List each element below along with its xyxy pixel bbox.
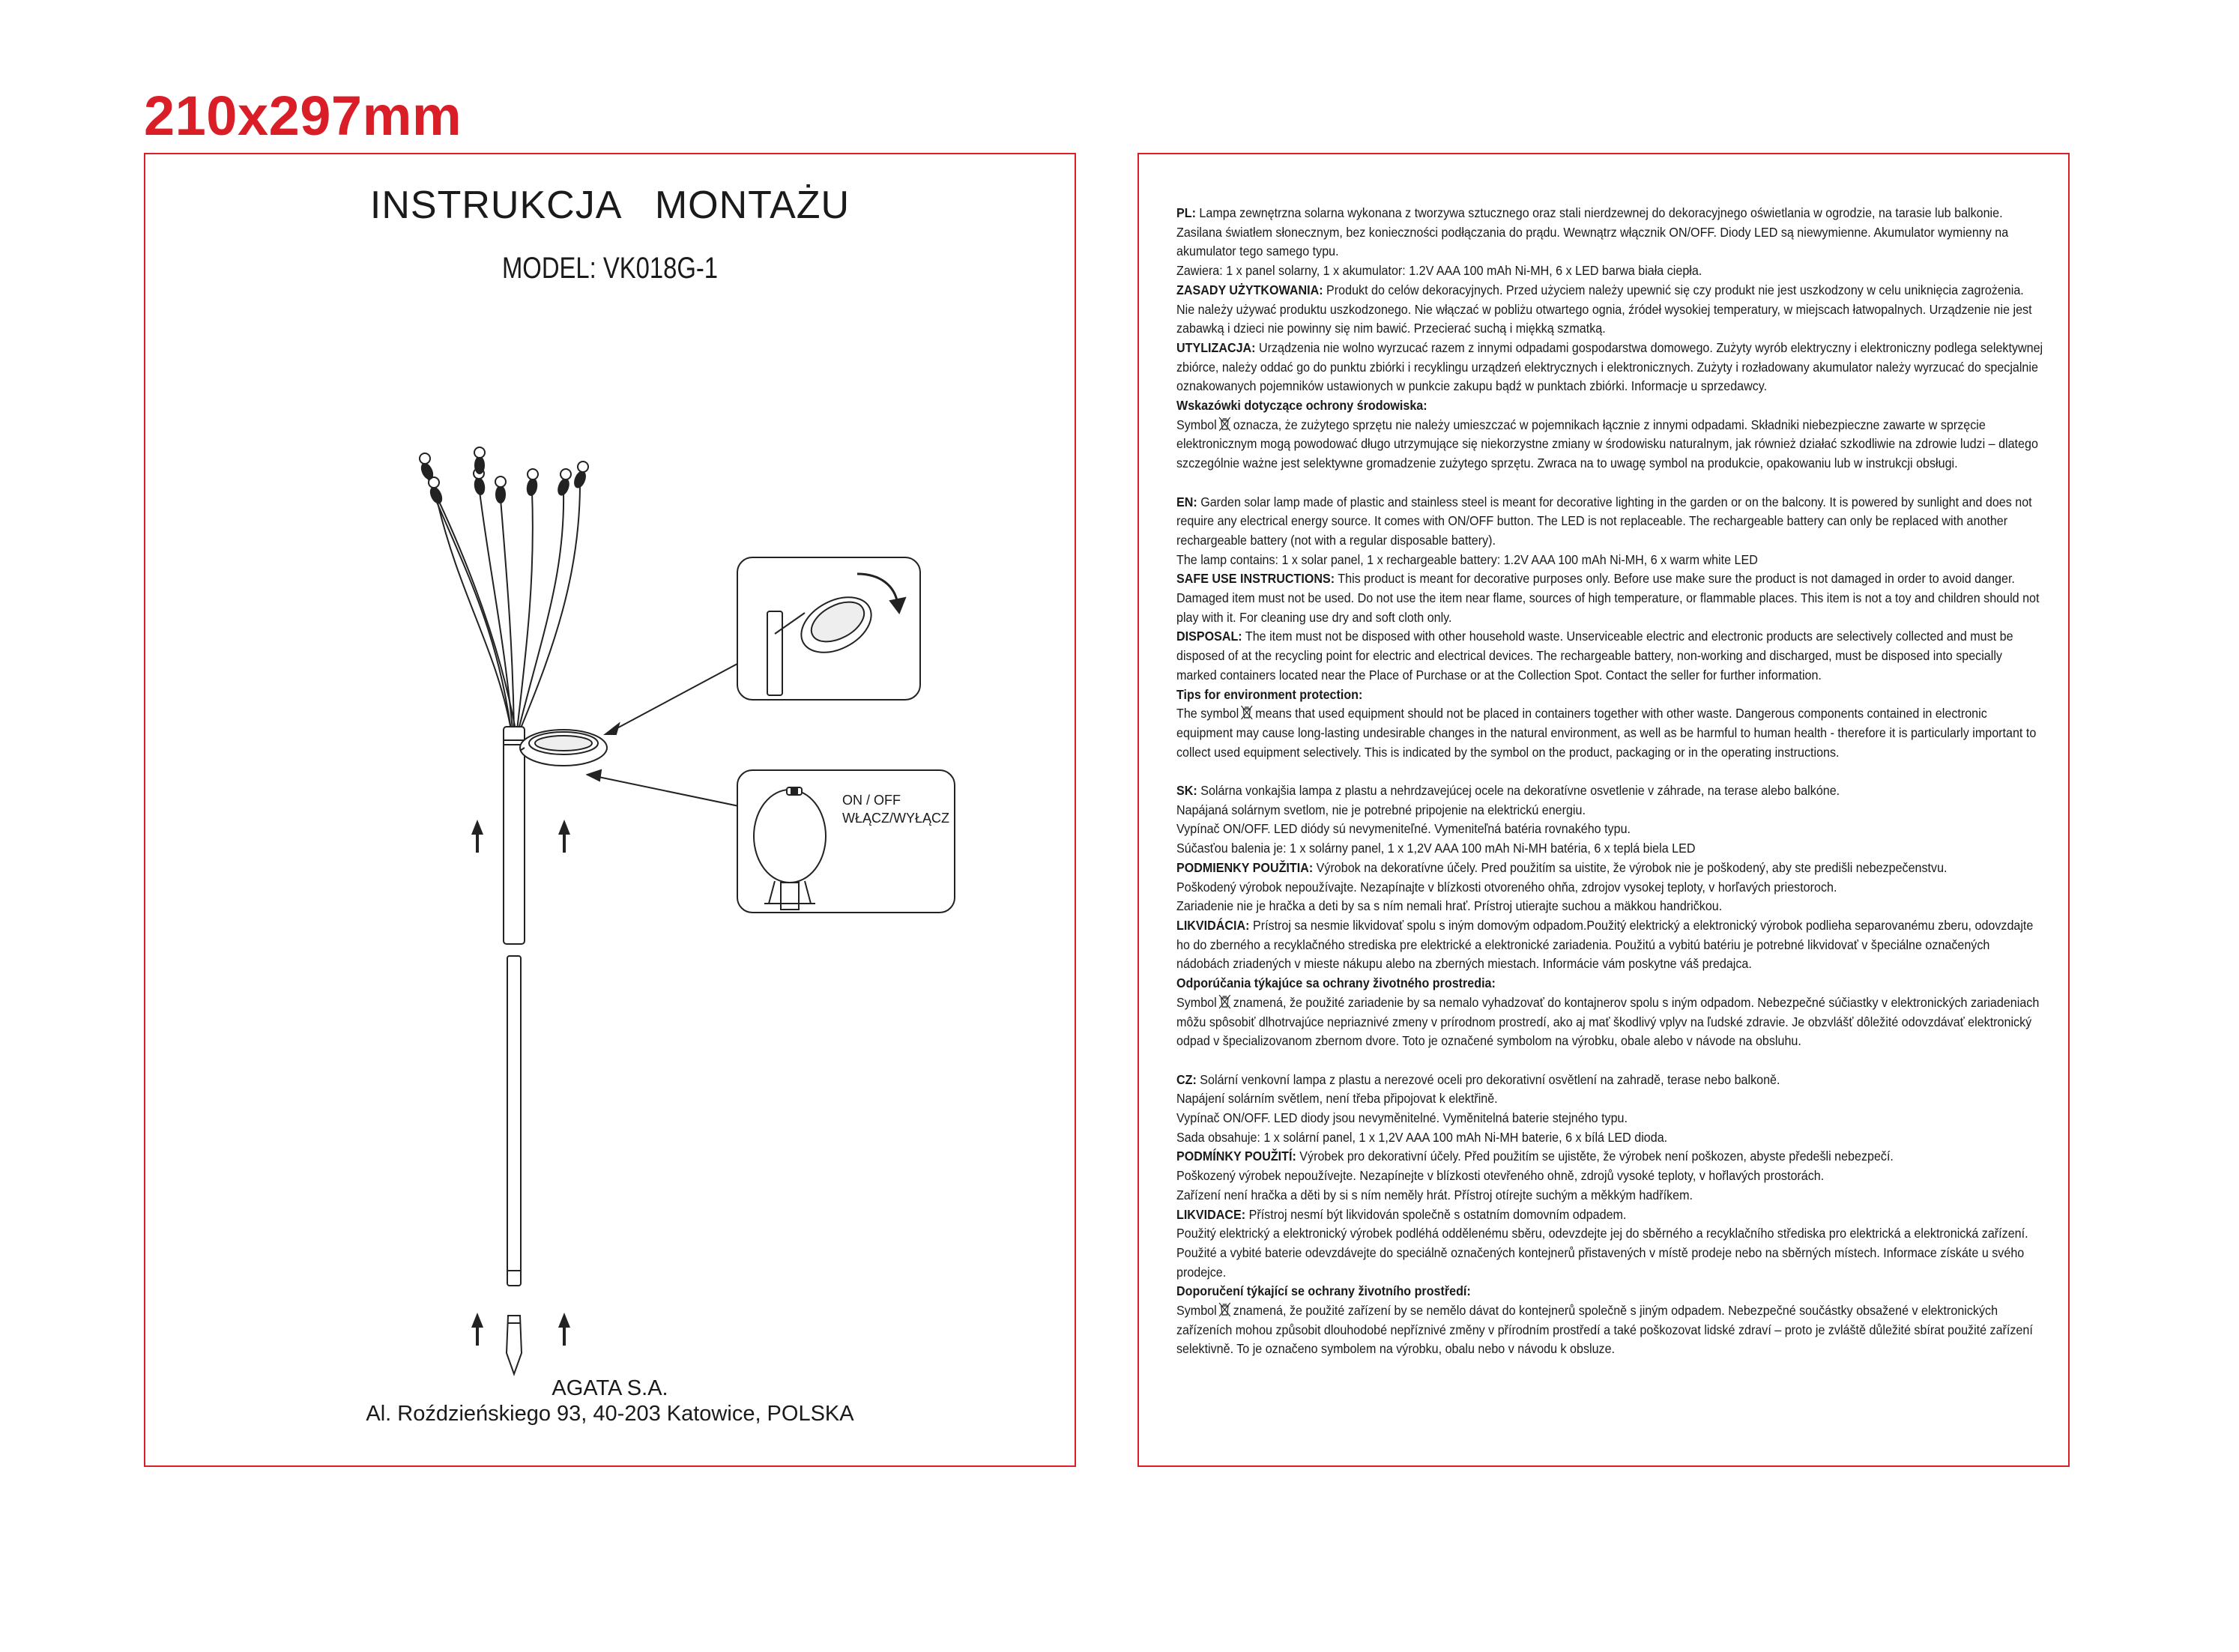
paragraph: Výrobek pro dekorativní účely. Před použitím se ujistěte, že výrobek není poškozen, abyste předešli nebezpečí.: [1296, 1149, 1894, 1164]
arrow-up-icon: [558, 1313, 570, 1346]
crossed-bin-icon: [1241, 705, 1254, 720]
led-head-icon: [429, 477, 444, 505]
model-number: MODEL: VK018G-1: [501, 252, 719, 285]
crossed-bin-icon: [1218, 1302, 1231, 1317]
company-name: AGATA S.A.: [552, 1376, 668, 1400]
subheading: LIKVIDACE:: [1176, 1206, 1246, 1222]
stem-wire: [436, 500, 511, 730]
arrow-up-icon: [471, 1313, 483, 1346]
assembly-instructions-panel: [144, 153, 1076, 1467]
paragraph: Vypínač ON/OFF. LED diódy sú nevymeniteľné. Vymeniteľná batéria rovnakého typu.: [1176, 821, 1631, 837]
subheading: ZASADY UŻYTKOWANIA:: [1176, 282, 1323, 297]
led-head-icon: [557, 469, 571, 496]
switch-label-on-off: ON / OFF: [842, 793, 901, 808]
subheading: UTYLIZACJA:: [1176, 339, 1256, 355]
led-head-icon: [526, 469, 538, 496]
switch-label-wlacz: WŁĄCZ/WYŁĄCZ: [842, 811, 950, 826]
arrow-up-icon: [558, 820, 570, 853]
instructions-title: INSTRUKCJA MONTAŻU: [369, 184, 850, 227]
led-head-icon: [572, 462, 588, 488]
paragraph: znamená, že použité zariadenie by sa nemalo vyhadzovať do kontajnerov spolu s iným odpadom. Nebezpečné súčiastky v elektronických zariadeniach môžu spôsobiť dlhotrvajúce nepriaznivé zmeny v prírodnom prostredí, ako aj mať škodlivý vplyv na ľudské zdravie. Je obzvlášť dôležité odovzdávať elektronický odpad v špecializovanom zbernom dvore. Toto je označené symbolom na výrobku, obale alebo v návode na obsluhu.: [1176, 994, 2040, 1049]
paragraph: Symbol: [1176, 417, 1217, 432]
paragraph: Přístroj nesmí být likvidován společně s ostatním domovním odpadem.: [1245, 1206, 1627, 1222]
subheading: SAFE USE INSTRUCTIONS:: [1176, 571, 1335, 587]
led-head-icon: [495, 476, 506, 503]
paragraph: Solární venkovní lampa z plastu a nerezové oceli pro dekorativní osvětlení na zahradě, terase nebo balkoně.: [1196, 1071, 1780, 1087]
lang-heading: SK:: [1176, 783, 1197, 799]
paragraph: Sada obsahuje: 1 x solární panel, 1 x 1,2V AAA 100 mAh Ni-MH baterie, 6 x bílá LED dioda.: [1176, 1129, 1668, 1145]
lang-heading: CZ:: [1176, 1071, 1197, 1087]
company-info: [145, 1376, 1075, 1426]
led-head-icon: [420, 453, 435, 481]
section-sk: [1176, 781, 2045, 1051]
paragraph: Poškozený výrobek nepoužívejte. Nezapínejte v blízkosti otevřeného ohně, zdrojů vysoké teploty, v hořlavých prostorách.: [1176, 1168, 1825, 1184]
paragraph: Zawiera: 1 x panel solarny, 1 x akumulator: 1.2V AAA 100 mAh Ni-MH, 6 x LED barwa biała ciepła.: [1176, 263, 1702, 279]
instructions-text-panel: [1137, 153, 2070, 1467]
paragraph: oznacza, że zużytego sprzętu nie należy umieszczać w pojemnikach łącznie z innymi odpadami. Składniki niebezpieczne zawarte w sprzęcie elektronicznym mogą powodować długo utrzymujące się niekorzystne zmiany w środowisku naturalnym, jak również działać szkodliwie na zdrowie ludzi – dlatego szczególnie ważne jest selektywne gromadzenie zużytego sprzętu. Zwraca na to uwagę symbol na produkcie, opakowaniu lub w instrukcji obsługi.: [1176, 417, 2038, 471]
paragraph: Napájaná solárnym svetlom, nie je potrebné pripojenie na elektrickú energiu.: [1176, 802, 1586, 817]
pointer-arrow-line: [611, 664, 737, 731]
section-pl: [1176, 204, 2045, 473]
paragraph: Zariadenie nie je hračka a deti by sa s ním nemali hrať. Prístroj utierajte suchou a mäkkou handričkou.: [1176, 898, 1723, 914]
paragraph: Prístroj sa nesmie likvidovať spolu s iným domovým odpadom.Použitý elektrický a elektronický výrobok podlieha separovanému zberu, odovzdajte ho do zberného a recyklačného strediska pre elektrické a elektronické zariadenia. Použitú a vybitú batériu je potrebné likvidovať v špeciálne označených nádobách zriadených v mieste nákupu alebo na zberných miestach. Informácie vám poskytne váš predajca.: [1176, 917, 2034, 972]
page-size-label: 210x297mm: [144, 85, 462, 147]
section-cz: [1176, 1071, 2045, 1360]
paragraph: Napájení solárním světlem, není třeba připojovat k elektřině.: [1176, 1091, 1498, 1107]
paragraph: znamená, že použité zařízení by se nemělo dávat do kontejnerů společně s jiným odpadem. Nebezpečné součástky obsažené v elektronických zařízeních mohou způsobit dlouhodobé nepříznivé změny v přírodním prostředí a také poškozovat lidské zdraví – proto je zvláště důležité sbírat použité zařízení selektivně. To je označeno symbolem na výrobku, obalu nebo v návodu k obsluze.: [1176, 1303, 2033, 1357]
lang-heading: PL:: [1176, 205, 1196, 220]
subheading: LIKVIDÁCIA:: [1176, 917, 1250, 933]
subheading: DISPOSAL:: [1176, 629, 1242, 644]
led-head-icon: [474, 447, 485, 473]
paragraph: The symbol: [1176, 706, 1239, 721]
pointer-arrowhead-icon: [605, 724, 619, 734]
ground-spike: [507, 1316, 522, 1374]
paragraph: The lamp contains: 1 x solar panel, 1 x rechargeable battery: 1.2V AAA 100 mAh Ni-MH, 6 x warm white LED: [1176, 551, 1758, 567]
pointer-arrowhead-icon: [587, 770, 601, 781]
paragraph: Zařízení není hračka a děti by si s ním neměly hrát. Přístroj otírejte suchým a měkkým hadříkem.: [1176, 1187, 1693, 1202]
paragraph: Symbol: [1176, 1303, 1217, 1319]
subheading: PODMÍNKY POUŽITÍ:: [1176, 1149, 1296, 1164]
paragraph: Solárna vonkajšia lampa z plastu a nehrdzavejúcej ocele na dekoratívne osvetlenie v záhrade, na terase alebo balkóne.: [1197, 783, 1840, 799]
paragraph: Použitý elektrický a elektronický výrobek podléhá oddělenému sběru, odevzdejte jej do sběrného a recyklačního střediska pro elektrická a elektronická zařízení. Použité a vybité baterie odevzdávejte do speciálně označených kontejnerů přistavených v místě prodeje nebo na sběrných místech. Informace získáte u svého prodejce.: [1176, 1226, 2028, 1280]
paragraph: Lampa zewnętrzna solarna wykonana z tworzywa sztucznego oraz stali nierdzewnej do dekoracyjnego oświetlania w ogrodzie, na tarasie lub balkonie. Zasilana światłem słonecznym, bez konieczności podłączania do prądu. Wewnątrz włącznik ON/OFF. Diody LED są niewymienne. Akumulator wymienny na akumulator tego samego typu.: [1176, 205, 2009, 259]
callout-switch: [737, 770, 955, 913]
upper-tube: [504, 727, 525, 944]
paragraph: Garden solar lamp made of plastic and stainless steel is meant for decorative lighting in the garden or on the balcony. It is powered by sunlight and does not require any electrical energy source. It comes with ON/OFF button. The LED is not replaceable. The rechargeable battery can only be replaced with another rechargeable battery (not with a regular disposable battery).: [1176, 494, 2032, 548]
callout-tilt-panel: [737, 557, 920, 700]
paragraph: Poškodený výrobok nepoužívajte. Nezapínajte v blízkosti otvoreného ohňa, zdrojov vysokej teploty, v horľavých priestoroch.: [1176, 879, 1837, 895]
paragraph: means that used equipment should not be placed in containers together with other waste. Dangerous components contained in electronic equipment may cause long-lasting undesirable changes in the natural environment, as well as be harmful to human health - therefore it is particularly important to collect used equipment selectively. This is indicated by the symbol on the product, packaging or in the operating instructions.: [1176, 706, 2037, 760]
section-en: [1176, 493, 2045, 763]
company-address: Al. Roździeńskiego 93, 40-203 Katowice, POLSKA: [366, 1402, 854, 1426]
paragraph: This product is meant for decorative purposes only. Before use make sure the product is not damaged in order to avoid danger. Damaged item must not be used. Do not use the item near flame, sources of high temperature, or flammable places. This item is not a toy and children should not play with it. For cleaning use dry and soft cloth only.: [1176, 571, 2040, 625]
subheading: Tips for environment protection:: [1176, 686, 1363, 702]
paragraph: Symbol: [1176, 994, 1217, 1010]
paragraph: Vypínač ON/OFF. LED diody jsou nevyměnitelné. Vyměnitelná baterie stejného typu.: [1176, 1110, 1628, 1125]
paragraph: The item must not be disposed with other household waste. Unserviceable electric and electronic products are selectively collected and must be disposed of at the recycling point for electric and electrical devices. The rechargeable battery, non-working and discharged, must be disposed into specially marked containers located near the Place of Purchase or at the Collection Spot. Contact the seller for further information.: [1176, 629, 2013, 683]
paragraph: Súčasťou balenia je: 1 x solárny panel, 1 x 1,2V AAA 100 mAh Ni-MH batéria, 6 x teplá biela LED: [1176, 841, 1696, 856]
subheading: Doporučení týkající se ochrany životního prostředí:: [1176, 1283, 1471, 1299]
subheading: Odporúčania týkajúce sa ochrany životného prostredia:: [1176, 975, 1496, 991]
instructions-text: [1176, 204, 2045, 1379]
arrow-up-icon: [471, 820, 483, 853]
paragraph: Urządzenia nie wolno wyrzucać razem z innymi odpadami gospodarstwa domowego. Zużyty wyrób elektryczny i elektroniczny podlega selektywnej zbiórce, należy oddać go do punktu zbiórki i recyklingu urządzeń elektrycznych i elektronicznych. Zużyty i rozładowany akumulator należy wyrzucać do specjalnie oznakowanych pojemników ustawionych w punkcie zakupu bądź w punktach zbiórki. Informacje u sprzedawcy.: [1176, 339, 2043, 394]
lower-pole: [507, 956, 521, 1286]
subheading: PODMIENKY POUŽITIA:: [1176, 859, 1314, 875]
subheading: Wskazówki dotyczące ochrony środowiska:: [1176, 398, 1427, 414]
crossed-bin-icon: [1218, 994, 1231, 1009]
crossed-bin-icon: [1218, 417, 1231, 432]
solar-panel-disc: [520, 730, 607, 766]
paragraph: Výrobok na dekoratívne účely. Pred použitím sa uistite, že výrobok nie je poškodený, aby ste predišli nebezpečenstvu.: [1313, 859, 1948, 875]
lang-heading: EN:: [1176, 494, 1197, 509]
paragraph: Produkt do celów dekoracyjnych. Przed użyciem należy upewnić się czy produkt nie jest uszkodzony w celu uniknięcia zagrożenia. Nie należy używać produktu uszkodzonego. Nie włączać w pobliżu otwartego ognia, źródeł wysokiej temperatury, w miejscach łatwopalnych. Urządzenie nie jest zabawką i dzieci nie powinny się nim bawić. Przecierać suchą i miękką szmatką.: [1176, 282, 2032, 336]
